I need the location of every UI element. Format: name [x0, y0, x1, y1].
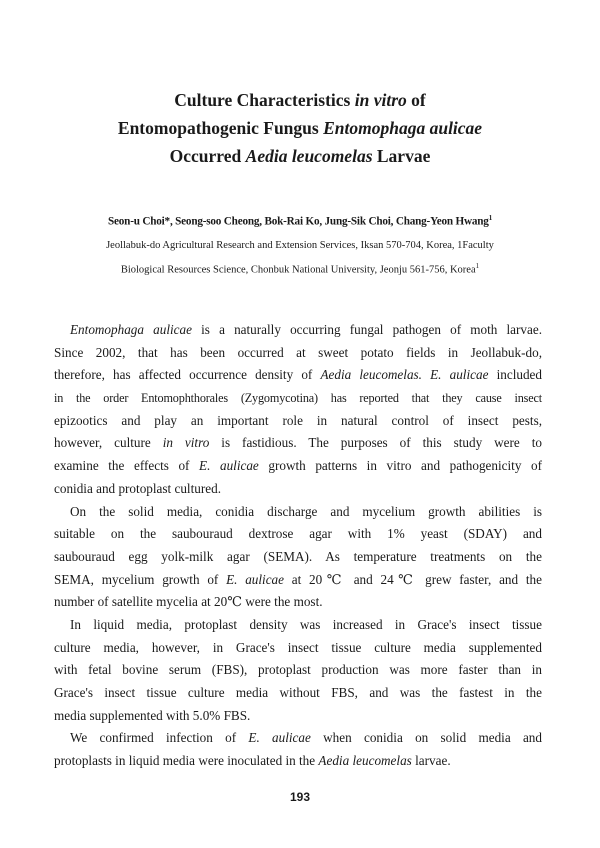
text-line: We confirmed infection of E. aulicae when conidia on solid media and [70, 730, 542, 746]
page-number: 193 [289, 790, 311, 804]
title-line-2: Entomopathogenic Fungus Entomophaga aulicae [117, 118, 483, 138]
abstract [54, 319, 542, 773]
text-line: saubouraud egg yolk-milk agar (SEMA). As temperature treatments on the [54, 548, 542, 564]
abstract-paragraph-4 [54, 727, 542, 772]
text-line: examine the effects of E. aulicae growth patterns in vitro and pathogenicity of [54, 458, 542, 474]
affiliation-line-2: Biological Resources Science, Chonbuk National University, Jeonju 561-756, Korea$^1$ [120, 262, 480, 276]
text-line: therefore, has affected occurrence density of Aedia leucomelas. E. aulicae included [54, 367, 542, 383]
text-line: Entomophaga aulicae is a naturally occurring fungal pathogen of moth larvae. [70, 322, 542, 337]
text-line: number of satellite mycelia at 20℃ were the most. [54, 594, 323, 610]
paper-title [0, 86, 600, 170]
text-line: protoplasts in liquid media were inoculated in the Aedia leucomelas larvae. [54, 753, 451, 769]
text-line: in the order Entomophthorales (Zygomycotina) has reported that they cause insect [54, 391, 542, 406]
affiliation-line-1: Jeollabuk-do Agricultural Research and Extension Services, Iksan 570-704, Korea, 1Faculty [106, 240, 494, 251]
text-line: epizootics and play an important role in natural control of insect pests, [54, 412, 542, 428]
text-line: Since 2002, that has been occurred at sweet potato fields in Jeollabuk-do, [54, 344, 542, 360]
title-line-1: Culture Characteristics in vitro of [174, 90, 426, 110]
text-line: On the solid media, conidia discharge and mycelium growth abilities is [70, 503, 542, 519]
text-line: with fetal bovine serum (FBS), protoplast production was more faster than in [54, 662, 542, 678]
text-line: conidia and protoplast cultured. [54, 480, 221, 496]
text-line: SEMA, mycelium growth of E. aulicae at 20℃ and 24℃ grew faster, and the [54, 571, 542, 587]
abstract-paragraph-1 [54, 319, 542, 501]
text-line: In liquid media, protoplast density was increased in Grace's insect tissue [70, 616, 542, 632]
text-line: suitable on the saubouraud dextrose agar with 1% yeast (SDAY) and [54, 526, 542, 542]
text-line: culture media, however, in Grace's insect tissue culture media supplemented [54, 639, 542, 655]
abstract-paragraph-2 [54, 501, 542, 614]
text-line: media supplemented with 5.0% FBS. [54, 707, 251, 723]
affiliations [0, 236, 600, 281]
text-line: Grace's insect tissue culture media without FBS, and was the fastest in the [54, 685, 542, 700]
abstract-paragraph-3 [54, 614, 542, 727]
title-line-3: Occurred Aedia leucomelas Larvae [169, 146, 431, 166]
text-line: however, culture in vitro is fastidious. The purposes of this study were to [54, 435, 542, 451]
author-list: Seon-u Choi*, Seong-soo Cheong, Bok-Rai Ko, Jung-Sik Choi, Chang-Yeon Hwang$^1$ [108, 214, 492, 228]
